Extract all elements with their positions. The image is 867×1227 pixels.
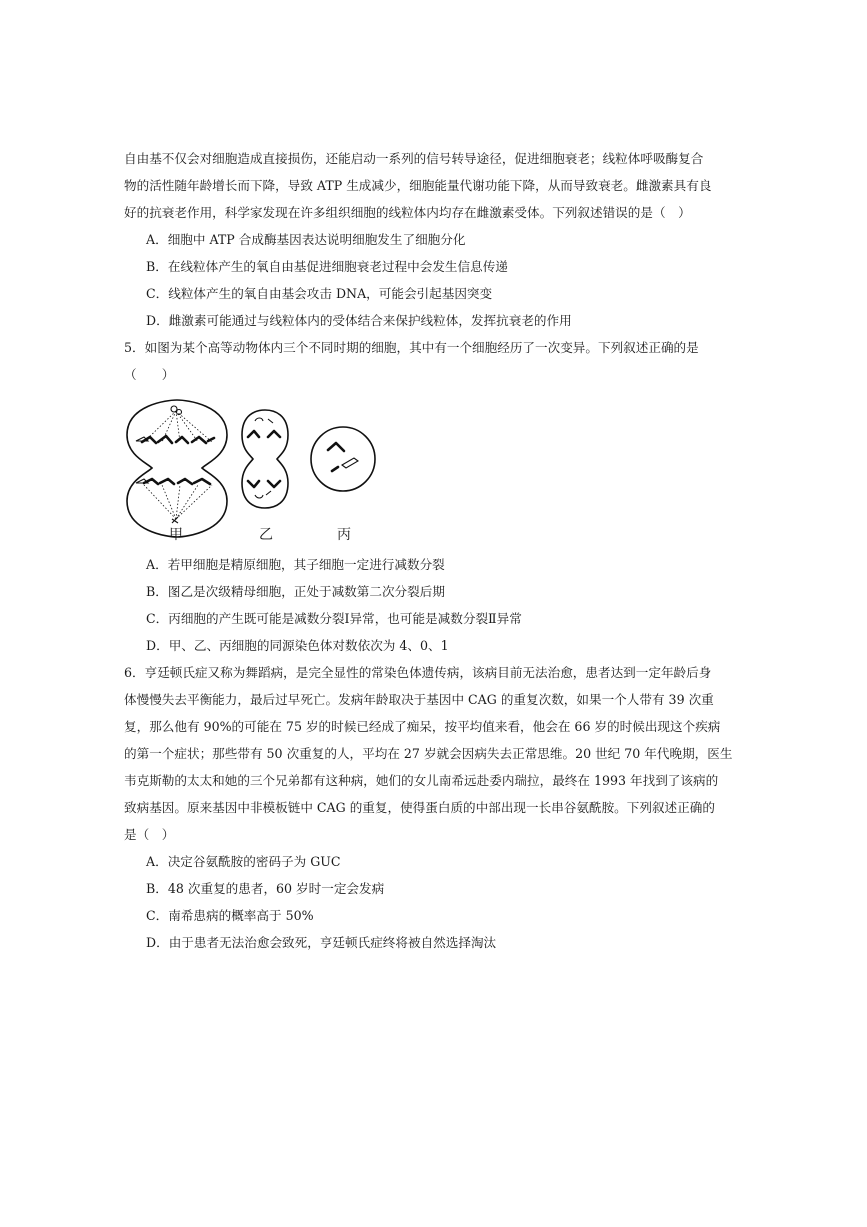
q5-option-b: B．图乙是次级精母细胞，正处于减数第二次分裂后期 (146, 584, 445, 599)
figure-label-bing: 丙 (337, 527, 351, 543)
q4-option-d: D．雌激素可能通过与线粒体内的受体结合来保护线粒体，发挥抗衰老的作用 (146, 313, 572, 328)
q6-option-a: A．决定谷氨酰胺的密码子为 GUC (146, 854, 341, 869)
q6-stem-line: 是（ ） (124, 827, 175, 842)
cell-bing-diagram (311, 427, 375, 491)
q4-option-c: C．线粒体产生的氧自由基会攻击 DNA，可能会引起基因突变 (146, 286, 493, 301)
cell-jia-diagram (127, 400, 227, 537)
q6-stem-line: 致病基因。原来基因中非模板链中 CAG 的重复，使得蛋白质的中部出现一长串谷氨酰胺。下列叙述正确的 (124, 800, 715, 815)
q6-option-b: B．48 次重复的患者，60 岁时一定会发病 (146, 881, 385, 896)
q4-option-a: A．细胞中 ATP 合成酶基因表达说明细胞发生了细胞分化 (146, 232, 466, 247)
q6-stem-line: 的第一个症状；那些带有 50 次重复的人，平均在 27 岁就会因病失去正常思维。20 世纪 70 年代晚期，医生 (124, 746, 733, 761)
q5-option-a: A．若甲细胞是精原细胞，其子细胞一定进行减数分裂 (146, 557, 445, 572)
q5-option-d: D．甲、乙、丙细胞的同源染色体对数依次为 4、0、1 (146, 638, 449, 653)
q6-option-d: D．由于患者无法治愈会致死，亨廷顿氏症终将被自然选择淘汰 (146, 935, 497, 950)
q6-stem-line: 体慢慢失去平衡能力，最后过早死亡。发病年龄取决于基因中 CAG 的重复次数，如果一个人带有 39 次重 (124, 692, 714, 707)
q4-option-b: B．在线粒体产生的氧自由基促进细胞衰老过程中会发生信息传递 (146, 259, 508, 274)
q4-stem-line: 好的抗衰老作用，科学家发现在许多组织细胞的线粒体内均存在雌激素受体。下列叙述错误的是（ ） (124, 205, 691, 220)
q6-stem-line: 6．亨廷顿氏症又称为舞蹈病，是完全显性的常染色体遗传病，该病目前无法治愈，患者达到一定年龄后身 (124, 665, 712, 680)
figure-label-yi: 乙 (259, 527, 273, 543)
q6-option-c: C．南希患病的概率高于 50% (146, 908, 314, 923)
cell-division-figure (122, 395, 382, 545)
q6-stem-line: 韦克斯勒的太太和她的三个兄弟都有这种病，她们的女儿南希远赴委内瑞拉，最终在 1993 年找到了该病的 (124, 773, 719, 788)
q4-stem-line: 自由基不仅会对细胞造成直接损伤，还能启动一系列的信号转导途径，促进细胞衰老；线粒体呼吸酶复合 (124, 151, 704, 166)
q5-option-c: C．丙细胞的产生既可能是减数分裂Ⅰ异常，也可能是减数分裂Ⅱ异常 (146, 611, 522, 626)
figure-label-jia: 甲 (169, 527, 183, 543)
q4-stem-line: 物的活性随年龄增长而下降，导致 ATP 生成减少，细胞能量代谢功能下降，从而导致衰老。雌激素具有良 (124, 178, 712, 193)
q5-stem-line: （ ） (124, 367, 175, 382)
q5-stem-line: 5．如图为某个高等动物体内三个不同时期的细胞，其中有一个细胞经历了一次变异。下列叙述正确的是 (124, 340, 699, 355)
cell-yi-diagram (242, 410, 288, 508)
q6-stem-line: 复，那么他有 90%的可能在 75 岁的时候已经成了痴呆，按平均值来看，他会在 66 岁的时候出现这个疾病 (124, 719, 721, 734)
